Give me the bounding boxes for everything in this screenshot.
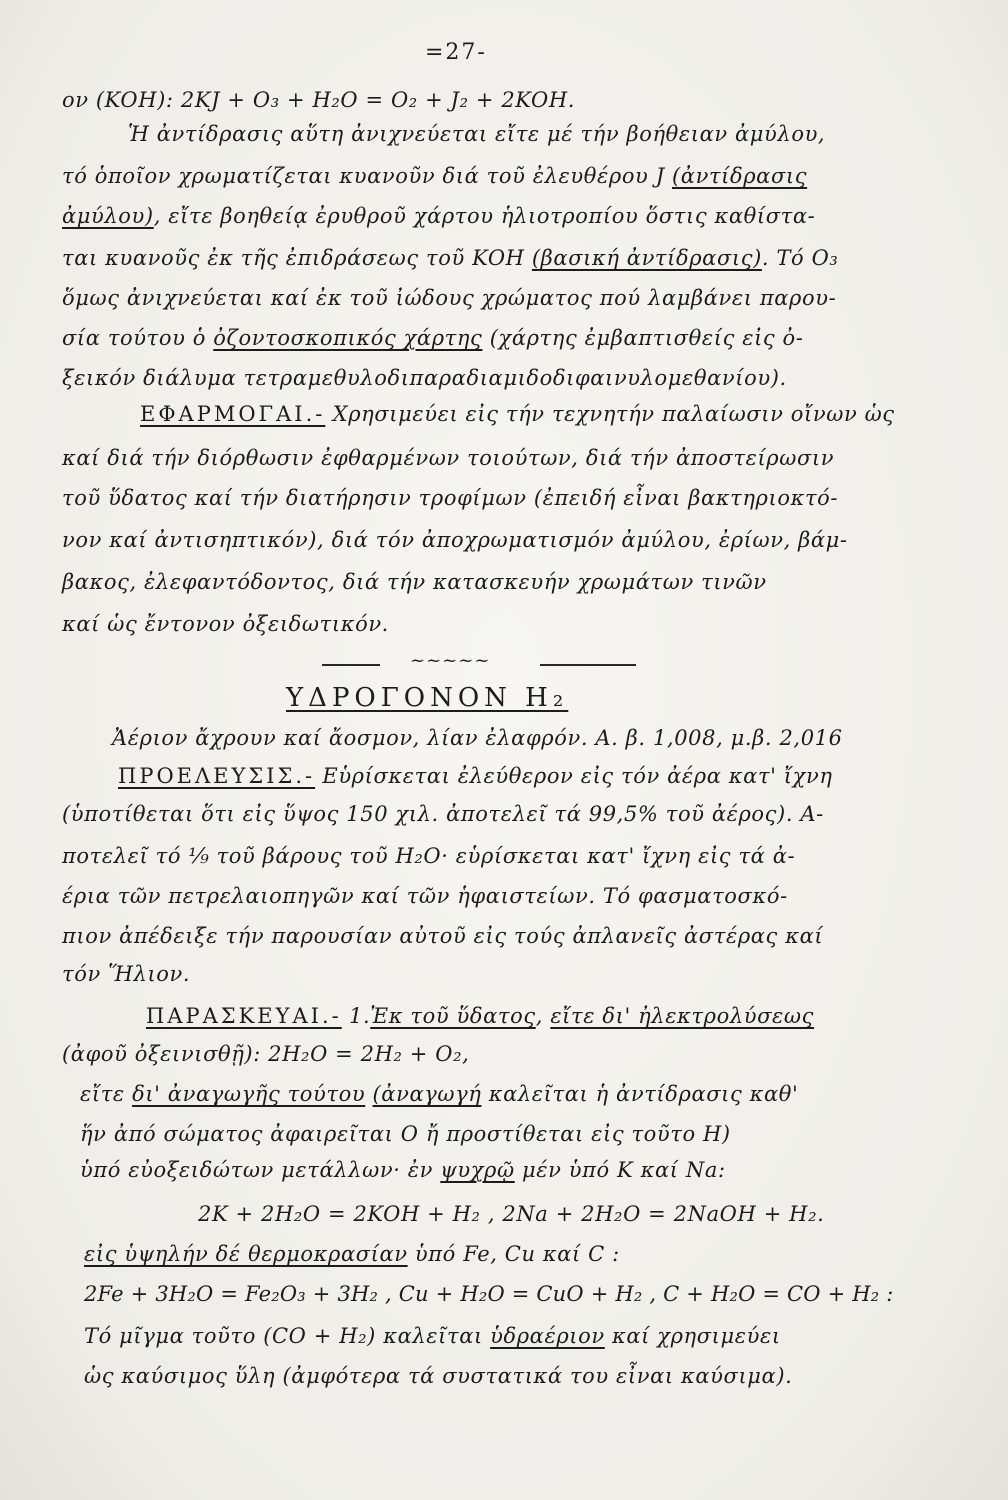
text-line: ἥν ἀπό σώματος ἀφαιρεῖται O ἤ προστίθεται εἰς τοῦτο H) — [80, 1122, 731, 1146]
divider-left — [322, 664, 380, 666]
text-span: . Τό O₃ — [761, 246, 839, 270]
text-span: καί χρησιμεύει — [604, 1324, 781, 1348]
text-line — [118, 766, 998, 787]
equation-line: 2K + 2H₂O = 2KOH + H₂ , 2Na + 2H₂O = 2NaOH + H₂. — [198, 1202, 825, 1226]
text-line: καί ὡς ἔντονον ὀξειδωτικόν. — [62, 612, 389, 636]
text-span: τό ὁποῖον χρωματίζεται κυανοῦν διά τοῦ ἐλευθέρου J — [62, 164, 672, 188]
text-line: ξεικόν διάλυμα τετραμεθυλοδιπαραδιαμιδοδιφαινυλομεθανίου). — [62, 366, 787, 390]
text-line: τοῦ ὕδατος καί τήν διατήρησιν τροφίμων (ἐπειδή εἶναι βακτηριοκτό- — [62, 486, 839, 510]
text-line: πιον ἀπέδειξε τήν παρουσίαν αὐτοῦ εἰς τούς ἀπλανεῖς ἀστέρας καί — [62, 924, 824, 948]
text-line: ὡς καύσιμος ὕλη (ἀμφότερα τά συστατικά του εἶναι καύσιμα). — [84, 1364, 793, 1388]
text-line: Ἀέριον ἄχρουν καί ἄοσμον, λίαν ἐλαφρόν. Α. β. 1,008, μ.β. 2,016 — [112, 726, 843, 750]
text-line — [146, 1006, 1008, 1027]
text-span: ὑπό Fe, Cu καί C : — [407, 1242, 620, 1266]
underlined-term: δι' ἀναγωγῆς τούτου — [132, 1082, 366, 1106]
underlined-term: ψυχρῷ — [440, 1158, 515, 1182]
text-line — [80, 1084, 960, 1105]
text-line — [84, 1326, 964, 1347]
text-line — [62, 328, 942, 349]
text-line: ον (KOH): 2KJ + O₃ + H₂O = O₂ + J₂ + 2KOH. — [62, 88, 576, 112]
text-line: βακος, ἐλεφαντόδοντος, διά τήν κατασκευήν χρωμάτων τινῶν — [62, 570, 767, 594]
underlined-term: ὀζοντοσκοπικός χάρτης — [213, 326, 483, 350]
text-span: καλεῖται ἡ ἀντίδρασις καθ' — [481, 1082, 799, 1106]
underlined-term: εἴτε δι' ἠλεκτρολύσεως — [550, 1004, 815, 1028]
text-span: (χάρτης ἐμβαπτισθείς εἰς ὀ- — [482, 326, 804, 350]
text-span: ὑπό εὐοξειδώτων μετάλλων· ἐν — [80, 1158, 441, 1182]
underlined-term: εἰς ὑψηλήν δέ θερμοκρασίαν — [84, 1242, 408, 1266]
text-line: (ἀφοῦ ὀξεινισθῇ): 2H₂O = 2H₂ + O₂, — [62, 1042, 470, 1066]
text-line: (ὑποτίθεται ὅτι εἰς ὕψος 150 χιλ. ἀποτελεῖ τά 99,5% τοῦ ἀέρος). Α- — [62, 802, 824, 826]
page-number: =27- — [425, 40, 487, 65]
section-title: ΥΔΡΟΓΟΝΟΝ H₂ — [286, 683, 569, 713]
text-line: έρια τῶν πετρελαιοπηγῶν καί τῶν ἡφαιστείων. Τό φασματοσκό- — [62, 884, 788, 908]
text-line: Ἡ ἀντίδρασις αὕτη ἀνιχνεύεται εἴτε μέ τήν βοήθειαν ἀμύλου, — [128, 122, 826, 146]
text-span: , — [535, 1004, 551, 1028]
text-span: Τό μῖγμα τοῦτο (CO + H₂) καλεῖται — [84, 1324, 491, 1348]
underlined-term: ὑδραέριον — [490, 1324, 605, 1348]
underlined-term: (ἀναγωγή — [372, 1082, 482, 1106]
text-line: ὅμως ἀνιχνεύεται καί ἐκ τοῦ ἰώδους χρώματος πού λαμβάνει παρου- — [62, 286, 837, 310]
text-span: ται κυανοῦς ἐκ τῆς ἐπιδράσεως τοῦ KOH — [62, 246, 532, 270]
text-line: καί διά τήν διόρθωσιν ἐφθαρμένων τοιούτων, διά τήν ἀποστείρωσιν — [62, 446, 835, 470]
text-line — [140, 404, 1008, 425]
divider-squiggle: ~~~~~ — [410, 650, 491, 671]
text-span: , εἴτε βοηθείᾳ ἐρυθροῦ χάρτου ἡλιοτροπίου ὅστις καθίστα- — [153, 204, 816, 228]
text-line — [84, 1244, 964, 1265]
section-heading: ΕΦΑΡΜΟΓΑΙ.- — [140, 402, 326, 426]
text-line — [62, 248, 942, 269]
divider-right — [540, 664, 636, 666]
text-span: Χρησιμεύει εἰς τήν τεχνητήν παλαίωσιν οἴνων ὡς — [325, 402, 895, 426]
section-heading: ΠΡΟΕΛΕΥΣΙΣ.- — [118, 764, 316, 788]
text-span: μέν ὑπό K καί Na: — [514, 1158, 726, 1182]
equation-line: 2Fe + 3H₂O = Fe₂O₃ + 3H₂ , Cu + H₂O = CuO + H₂ , C + H₂O = CO + H₂ : — [84, 1282, 894, 1306]
text-line — [62, 206, 942, 227]
text-span: 1. — [341, 1004, 371, 1028]
text-span: εἴτε — [80, 1082, 133, 1106]
text-line: νον καί ἀντισηπτικόν), διά τόν ἀποχρωματισμόν ἀμύλου, ἐρίων, βάμ- — [62, 528, 848, 552]
underlined-term: (ἀντίδρασις — [672, 164, 808, 188]
text-span: σία τούτου ὁ — [62, 326, 214, 350]
underlined-term: Ἐκ τοῦ ὕδατος — [370, 1004, 536, 1028]
section-heading: ΠΑΡΑΣΚΕΥΑΙ.- — [146, 1004, 342, 1028]
text-line: τόν Ἥλιον. — [62, 962, 191, 986]
text-line — [62, 166, 942, 187]
underlined-term: (βασική ἀντίδρασις) — [531, 246, 762, 270]
text-span — [365, 1082, 372, 1106]
text-line — [80, 1160, 960, 1181]
text-line: ποτελεῖ τό ⅑ τοῦ βάρους τοῦ H₂O· εὑρίσκεται κατ' ἴχνη εἰς τά ἀ- — [62, 844, 796, 868]
text-span: Εὑρίσκεται ἐλεύθερον εἰς τόν ἀέρα κατ' ἴχνη — [315, 764, 833, 788]
underlined-term: ἀμύλου) — [62, 204, 154, 228]
